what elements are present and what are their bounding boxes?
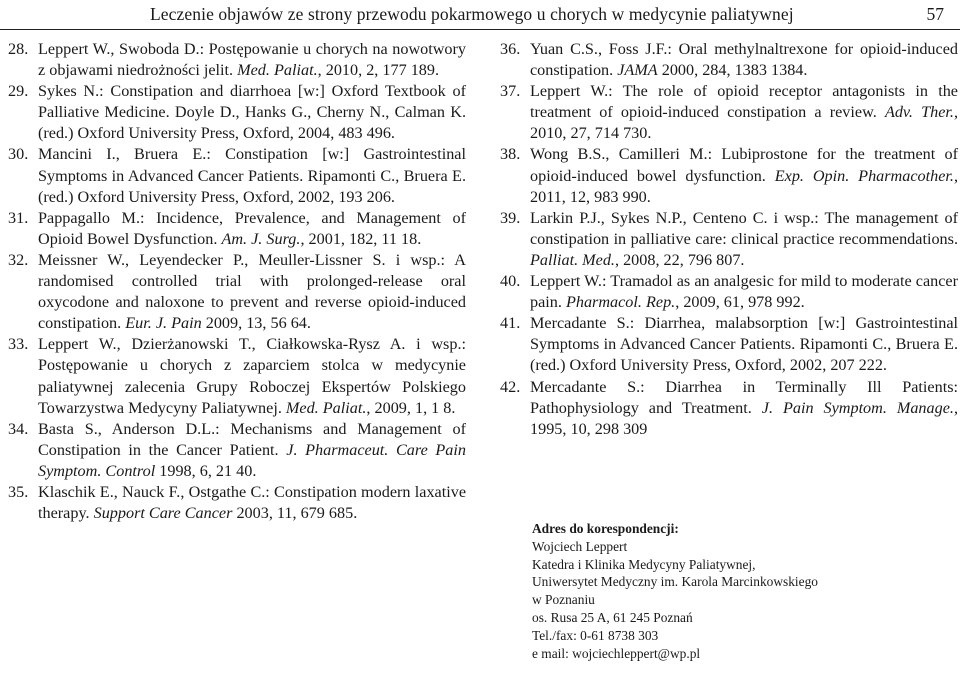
reference-item	[500, 313, 958, 376]
reference-number: 38.	[500, 145, 521, 164]
address-line: Wojciech Leppert	[532, 538, 628, 554]
reference-number: 39.	[500, 208, 521, 227]
reference-item	[8, 39, 466, 81]
reference-item	[500, 377, 958, 440]
address-line: w Poznaniu	[532, 592, 595, 608]
reference-journal: Med. Paliat.	[285, 398, 367, 417]
reference-citation: , 1995, 10, 298 309	[530, 398, 958, 438]
reference-number: 35.	[8, 482, 29, 501]
reference-text: Leppert W., Swoboda D.: Postępowanie u chorych na nowotwory z objawami niedrożności jelit.	[38, 40, 466, 80]
reference-citation: , 2010, 2, 177 189.	[317, 61, 440, 80]
reference-item	[500, 81, 958, 144]
page-header	[0, 0, 960, 30]
address-line: os. Rusa 25 A, 61 245 Poznań	[532, 609, 693, 625]
reference-text: Mercadante S.: Diarrhea in Terminally Ill Patients: Pathophysiology and Treatment.	[530, 377, 958, 417]
address-heading: Adres do korespondencji:	[532, 521, 679, 536]
reference-journal: J. Pain Symptom. Manage.	[761, 398, 954, 417]
reference-text: Leppert W.: The role of opioid receptor antagonists in the treatment of opioid-induced constipation a review.	[530, 82, 958, 122]
reference-item	[8, 334, 466, 418]
address-line: e mail: wojciechleppert@wp.pl	[532, 645, 701, 661]
address-line: Tel./fax: 0-61 8738 303	[532, 627, 659, 643]
reference-text: Yuan C.S., Foss J.F.: Oral methylnaltrexone for opioid-induced constipation.	[530, 40, 958, 80]
reference-citation: 2009, 13, 56 64.	[201, 314, 311, 333]
address-line: Katedra i Klinika Medycyny Paliatywnej,	[532, 556, 756, 572]
references-left-column	[8, 39, 466, 524]
address-line: Uniwersytet Medyczny im. Karola Marcinkowskiego	[532, 574, 818, 590]
reference-item	[8, 419, 466, 482]
reference-item	[8, 81, 466, 144]
reference-journal: JAMA	[617, 61, 658, 80]
reference-text: Sykes N.: Constipation and diarrhoea [w:] Oxford Textbook of Palliative Medicine. Doyle D., Hanks G., Cherny N., Calman K. (red.) Oxford University Press, Oxford, 2004, 483 496.	[38, 82, 466, 143]
reference-list	[8, 39, 466, 524]
reference-number: 41.	[500, 314, 521, 333]
reference-item	[500, 271, 958, 313]
reference-text: Klaschik E., Nauck F., Ostgathe C.: Constipation modern laxative therapy.	[38, 482, 466, 523]
address-lines	[532, 538, 952, 663]
reference-text: Meissner W., Leyendecker P., Meuller-Lissner S. i wsp.: A randomised controlled trial with prolonged-release oral oxycodone and naloxone to prevent and reverse opioid-induced constipation.	[38, 250, 466, 333]
reference-number: 28.	[8, 40, 29, 58]
reference-text: Mercadante S.: Diarrhea, malabsorption [w:] Gastrointestinal Symptoms in Advanced Cancer Patients. Ripamonti C., Bruera E. (red.) Oxford University Press, Oxford, 2002, 207 222.	[530, 314, 958, 375]
reference-journal: J. Pharmaceut. Care Pain Symptom. Control	[38, 440, 466, 480]
reference-item	[500, 208, 958, 271]
reference-journal: Eur. J. Pain	[125, 314, 202, 333]
correspondence-address	[532, 520, 952, 662]
reference-journal: Support Care Cancer	[93, 504, 233, 523]
reference-citation: 2000, 284, 1383 1384.	[657, 61, 808, 80]
reference-list	[500, 39, 958, 440]
reference-citation: , 2009, 61, 978 992.	[675, 293, 805, 312]
reference-number: 29.	[8, 82, 29, 101]
reference-item	[500, 39, 958, 81]
reference-citation: , 2001, 182, 11 18.	[300, 229, 422, 248]
reference-text: Mancini I., Bruera E.: Constipation [w:] Gastrointestinal Symptoms in Advanced Cancer Patients. Ripamonti C., Bruera E. (red.) Oxford University Press, Oxford, 2002, 193 206.	[38, 145, 466, 206]
reference-citation: 2003, 11, 679 685.	[232, 504, 358, 523]
reference-text: Basta S., Anderson D.L.: Mechanisms and Management of Constipation in the Cancer Patient.	[38, 419, 466, 459]
reference-number: 42.	[500, 377, 521, 396]
reference-journal: Med. Paliat.	[237, 61, 318, 80]
reference-item	[500, 144, 958, 207]
reference-item	[8, 208, 466, 250]
reference-number: 37.	[500, 82, 521, 101]
reference-citation: , 2010, 27, 714 730.	[530, 103, 958, 143]
reference-number: 40.	[500, 272, 521, 291]
reference-citation: 1998, 6, 21 40.	[155, 461, 257, 480]
reference-citation: , 2009, 1, 1 8.	[366, 398, 456, 417]
reference-journal: Exp. Opin. Pharmacother.	[774, 166, 954, 185]
reference-item	[8, 144, 466, 207]
reference-number: 34.	[8, 419, 29, 438]
reference-number: 33.	[8, 335, 29, 354]
reference-text: Wong B.S., Camilleri M.: Lubiprostone for the treatment of opioid-induced bowel dysfunction.	[530, 145, 958, 185]
reference-journal: Adv. Ther.	[884, 103, 954, 122]
reference-number: 32.	[8, 250, 29, 269]
reference-item	[8, 250, 466, 334]
reference-journal: Pharmacol. Rep.	[565, 293, 676, 312]
running-title: Leczenie objawów ze strony przewodu pokarmowego u chorych w medycynie paliatywnej	[150, 4, 794, 24]
reference-citation: , 2011, 12, 983 990.	[530, 166, 958, 206]
references-right-column	[500, 39, 958, 440]
reference-journal: Am. J. Surg.	[221, 229, 301, 248]
reference-journal: Palliat. Med.	[530, 250, 615, 269]
reference-citation: , 2008, 22, 796 807.	[614, 250, 745, 269]
reference-number: 31.	[8, 208, 29, 227]
reference-text: Leppert W., Dzierżanowski T., Ciałkowska-Rysz A. i wsp.: Postępowanie u chorych z zaparciem stolca w medycynie paliatywnej zalecenia Grupy Roboczej Ekspertów Polskiego Towarzystwa Medycyny Paliatywnej.	[38, 335, 466, 417]
reference-number: 30.	[8, 145, 29, 164]
reference-item	[8, 482, 466, 524]
reference-number: 36.	[500, 40, 521, 58]
reference-text: Larkin P.J., Sykes N.P., Centeno C. i wsp.: The management of constipation in palliative care: clinical practice recommendations.	[530, 208, 958, 248]
page-number: 57	[926, 4, 944, 24]
reference-text: Pappagallo M.: Incidence, Prevalence, and Management of Opioid Bowel Dysfunction.	[38, 208, 466, 248]
reference-text: Leppert W.: Tramadol as an analgesic for mild to moderate cancer pain.	[530, 272, 958, 312]
